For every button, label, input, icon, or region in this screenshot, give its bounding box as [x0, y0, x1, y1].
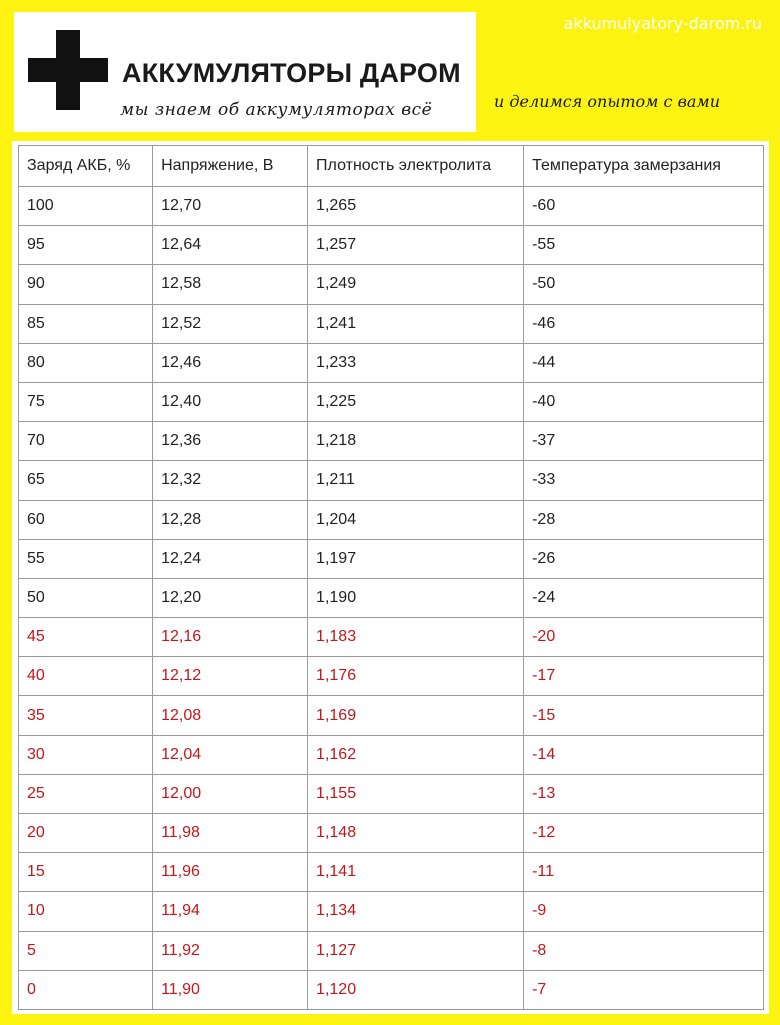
cell-density: 1,241 — [308, 304, 524, 343]
cell-freeze: -20 — [524, 618, 764, 657]
cell-freeze: -33 — [524, 461, 764, 500]
table-row — [19, 970, 764, 1009]
cell-freeze: -50 — [524, 265, 764, 304]
table-row — [19, 814, 764, 853]
cell-charge: 5 — [19, 931, 153, 970]
cell-charge: 50 — [19, 578, 153, 617]
cell-freeze: -12 — [524, 814, 764, 853]
cell-charge: 20 — [19, 814, 153, 853]
column-header-freeze: Температура замерзания — [524, 146, 764, 187]
table-row — [19, 500, 764, 539]
cell-freeze: -26 — [524, 539, 764, 578]
cell-freeze: -7 — [524, 970, 764, 1009]
cell-voltage: 12,40 — [153, 382, 308, 421]
cell-charge: 95 — [19, 226, 153, 265]
cell-density: 1,225 — [308, 382, 524, 421]
cell-density: 1,218 — [308, 422, 524, 461]
cell-density: 1,120 — [308, 970, 524, 1009]
cell-freeze: -9 — [524, 892, 764, 931]
cell-charge: 15 — [19, 853, 153, 892]
cell-voltage: 11,92 — [153, 931, 308, 970]
table-row — [19, 461, 764, 500]
table-row — [19, 304, 764, 343]
table-row — [19, 422, 764, 461]
cell-density: 1,233 — [308, 343, 524, 382]
cell-freeze: -24 — [524, 578, 764, 617]
cell-charge: 65 — [19, 461, 153, 500]
cell-voltage: 12,36 — [153, 422, 308, 461]
cell-charge: 80 — [19, 343, 153, 382]
cell-voltage: 12,32 — [153, 461, 308, 500]
cell-voltage: 11,90 — [153, 970, 308, 1009]
cell-charge: 85 — [19, 304, 153, 343]
cell-charge: 70 — [19, 422, 153, 461]
table-row — [19, 774, 764, 813]
cell-freeze: -14 — [524, 735, 764, 774]
cell-density: 1,134 — [308, 892, 524, 931]
cell-density: 1,211 — [308, 461, 524, 500]
cell-freeze: -11 — [524, 853, 764, 892]
cell-voltage: 11,96 — [153, 853, 308, 892]
cell-charge: 60 — [19, 500, 153, 539]
cell-voltage: 12,12 — [153, 657, 308, 696]
table-row — [19, 657, 764, 696]
cell-density: 1,176 — [308, 657, 524, 696]
cell-charge: 75 — [19, 382, 153, 421]
cell-charge: 90 — [19, 265, 153, 304]
cell-voltage: 12,64 — [153, 226, 308, 265]
cell-voltage: 11,98 — [153, 814, 308, 853]
cell-freeze: -46 — [524, 304, 764, 343]
table-row — [19, 382, 764, 421]
table-header-row — [19, 146, 764, 187]
table-row — [19, 931, 764, 970]
cell-voltage: 12,52 — [153, 304, 308, 343]
cell-density: 1,190 — [308, 578, 524, 617]
table-row — [19, 265, 764, 304]
cell-charge: 45 — [19, 618, 153, 657]
cell-freeze: -17 — [524, 657, 764, 696]
cell-charge: 100 — [19, 187, 153, 226]
battery-charge-table — [18, 145, 764, 1010]
cell-voltage: 12,70 — [153, 187, 308, 226]
cell-voltage: 12,20 — [153, 578, 308, 617]
cell-voltage: 12,28 — [153, 500, 308, 539]
cell-freeze: -60 — [524, 187, 764, 226]
cell-charge: 10 — [19, 892, 153, 931]
logo — [14, 12, 476, 132]
cell-voltage: 12,46 — [153, 343, 308, 382]
cell-charge: 0 — [19, 970, 153, 1009]
table-row — [19, 578, 764, 617]
cell-freeze: -28 — [524, 500, 764, 539]
cell-voltage: 12,04 — [153, 735, 308, 774]
site-url: akkumulyatory-darom.ru — [563, 14, 762, 33]
plus-icon — [28, 30, 108, 110]
cell-freeze: -37 — [524, 422, 764, 461]
cell-voltage: 12,08 — [153, 696, 308, 735]
cell-density: 1,197 — [308, 539, 524, 578]
slogan: и делимся опытом с вами — [494, 92, 720, 111]
cell-density: 1,127 — [308, 931, 524, 970]
cell-voltage: 12,58 — [153, 265, 308, 304]
column-header-density: Плотность электролита — [308, 146, 524, 187]
cell-density: 1,162 — [308, 735, 524, 774]
cell-density: 1,265 — [308, 187, 524, 226]
cell-freeze: -40 — [524, 382, 764, 421]
cell-charge: 25 — [19, 774, 153, 813]
cell-density: 1,141 — [308, 853, 524, 892]
table-row — [19, 892, 764, 931]
table-row — [19, 226, 764, 265]
cell-density: 1,148 — [308, 814, 524, 853]
column-header-voltage: Напряжение, В — [153, 146, 308, 187]
cell-freeze: -15 — [524, 696, 764, 735]
logo-tagline: мы знаем об аккумуляторах всё — [120, 100, 433, 120]
cell-voltage: 11,94 — [153, 892, 308, 931]
table-row — [19, 853, 764, 892]
cell-voltage: 12,16 — [153, 618, 308, 657]
cell-density: 1,249 — [308, 265, 524, 304]
cell-freeze: -44 — [524, 343, 764, 382]
cell-density: 1,257 — [308, 226, 524, 265]
cell-freeze: -13 — [524, 774, 764, 813]
cell-freeze: -55 — [524, 226, 764, 265]
table-row — [19, 735, 764, 774]
cell-freeze: -8 — [524, 931, 764, 970]
cell-charge: 35 — [19, 696, 153, 735]
table-row — [19, 539, 764, 578]
table-row — [19, 618, 764, 657]
cell-charge: 40 — [19, 657, 153, 696]
cell-voltage: 12,24 — [153, 539, 308, 578]
column-header-charge: Заряд АКБ, % — [19, 146, 153, 187]
cell-charge: 55 — [19, 539, 153, 578]
battery-table-container — [12, 141, 769, 1014]
cell-density: 1,204 — [308, 500, 524, 539]
table-row — [19, 187, 764, 226]
cell-density: 1,169 — [308, 696, 524, 735]
cell-charge: 30 — [19, 735, 153, 774]
table-row — [19, 343, 764, 382]
cell-density: 1,155 — [308, 774, 524, 813]
cell-density: 1,183 — [308, 618, 524, 657]
table-row — [19, 696, 764, 735]
cell-voltage: 12,00 — [153, 774, 308, 813]
logo-title: АККУМУЛЯТОРЫ ДАРОМ — [122, 58, 461, 88]
